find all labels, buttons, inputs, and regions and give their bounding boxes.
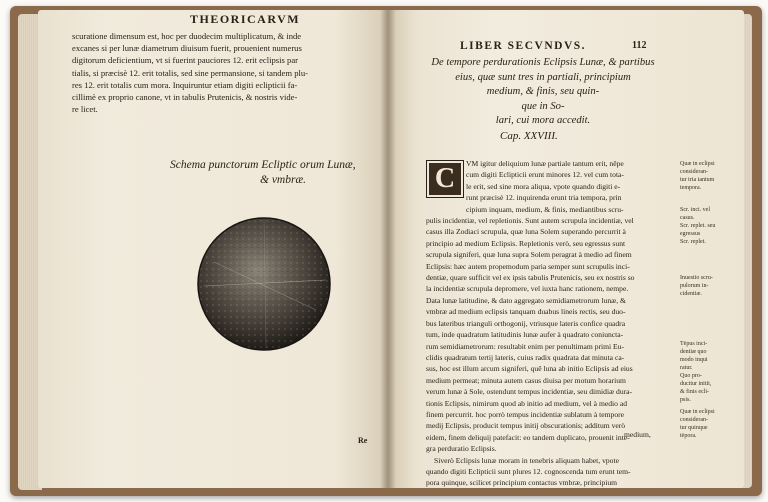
text-line: re licet. <box>72 104 98 115</box>
text-line: gra perduratio Eclipsis. <box>426 444 497 454</box>
text-line: tialis, si præcisè 12. erit totalis, sed sine permansione, si tandem plu- <box>72 67 309 78</box>
chapter-title <box>408 56 678 129</box>
caption-line: & vmbræ. <box>260 174 306 186</box>
text-line: Siverò Eclipsis lunæ moram in tenebris aliquam habet, vpote <box>434 455 619 465</box>
chapter-label: Cap. XXVIII. <box>500 130 558 142</box>
margin-note-line: tur quinque <box>680 425 708 431</box>
text-line: tum, inde quadratum latitudinis lunæ aufer à quadrato coniuncta- <box>426 330 624 340</box>
decorated-initial: C <box>426 160 464 198</box>
text-line: tionis Eclipsis, nimirum quod ab initio ad medium, vel à medio ad <box>426 398 627 408</box>
page-number: 112 <box>632 40 647 51</box>
right-running-head: LIBER SECVNDVS. <box>460 40 587 52</box>
text-line: sus, hoc est illum arcum signiferi, quē luna ab initio Eclipsis ad eius <box>426 364 633 374</box>
margin-note-line: cidentiæ. <box>680 291 702 297</box>
text-line: cum digiti Eclipticii erunt minores 12. vel cum tota- <box>466 170 624 180</box>
margin-note <box>680 206 736 246</box>
margin-note-line: consideran- <box>680 169 708 175</box>
right-catchword: medium, <box>624 430 651 439</box>
margin-note-line: Quo pro- <box>680 373 702 379</box>
text-line: Data lunæ latitudine, & dato aggregato semidiametrorum lunæ, & <box>426 295 626 305</box>
margin-note-line: pulorum in- <box>680 283 709 289</box>
text-line: rum semidiametrorum: resultabit enim per penultimam primi Eu- <box>426 341 625 351</box>
caption-line: Schema punctorum Ecliptic orum Lunæ, <box>170 159 356 171</box>
margin-note-line: Inuestio scru- <box>680 275 713 281</box>
margin-note-line: consideran- <box>680 417 708 423</box>
margin-note-line: casus. <box>680 215 695 221</box>
text-line: res 12. erit totalis cum mora. Inquiruntur etiam digiti eclipticii fa- <box>72 79 298 90</box>
text-line: verum lunæ à Sole, ostendunt tempus incidentiæ, seu dimidiæ dura- <box>426 387 633 397</box>
chapter-title-line: que in So- <box>521 100 565 112</box>
margin-note-line: Scr. replet. <box>680 239 706 245</box>
chapter-title-line: lari, cui mora accedit. <box>495 115 591 127</box>
text-line: pulis incidentiæ, vel repletionis. Sunt autem scrupula incidentiæ, vel <box>426 216 634 226</box>
text-line: principio ad medium Eclipsis. Repletionis verò, seu egressus sunt <box>426 238 626 248</box>
margin-note-line: tempora. <box>680 185 702 191</box>
text-line: medium permeat; minuta autem casus diuisa per motum horarium <box>426 375 626 385</box>
margin-note-line: & finis ecli- <box>680 389 709 395</box>
margin-note <box>680 274 736 298</box>
margin-note <box>680 160 736 192</box>
text-line: vmbræ ad medium eclipsis tanquam duabus lineis rectis, seu duo- <box>426 307 626 317</box>
text-line: dentiæ, quare sufficit vel ex ipsis tabulis Prutenicis, seu ex nostris so <box>426 273 635 283</box>
book-gutter <box>380 10 396 488</box>
text-line: le erit, sed sine mora aliqua, vpote quando digiti e- <box>466 181 621 191</box>
text-line: finem percurrit. hoc porrò tempus incidentiæ sublatum à tempore <box>426 409 625 419</box>
margin-note-line: Scr. replet. seu <box>680 223 716 229</box>
chapter-title-line: medium, & finis, seu quin- <box>486 86 600 98</box>
margin-note-line: Quæ in eclipsi <box>680 161 715 167</box>
right-body-text <box>426 158 688 489</box>
text-line: clidis quadratum tertij lateris, cuius radix quadrata dat minuta ca- <box>426 352 625 362</box>
margin-note-line: tur tria tantum <box>680 177 715 183</box>
left-page <box>38 10 388 488</box>
text-line: bus lateribus trianguli orthogonij, vtriusque lateris confice quadra <box>426 318 626 328</box>
margin-note-line: ratur. <box>680 365 693 371</box>
right-page <box>388 10 744 488</box>
margin-note-line: Quæ in eclipsi <box>680 409 715 415</box>
text-line: VM igitur deliquium lunæ partiale tantum erit, nēpe <box>466 159 624 168</box>
left-body-text <box>72 30 372 115</box>
text-line: casus illa Zodiaci scrupula, quæ luna Solem superando percurrit à <box>426 227 626 237</box>
text-line: runt præcisè 12. inquirenda erunt tria tempora, prin <box>466 193 622 203</box>
eclipse-diagram-figure <box>194 214 334 354</box>
margin-note <box>680 408 736 440</box>
margin-note <box>680 340 736 404</box>
margin-note-line: psis. <box>680 397 691 403</box>
text-line: Eclipsis: hæc autem propemodum paria semper sunt scrupulis inci- <box>426 261 630 271</box>
text-line: scuratione dimensum est, hoc per duodecim multiplicatum, & inde <box>72 31 302 41</box>
margin-note-line: egressus <box>680 231 701 237</box>
text-line: quando digiti Eclipticii sunt plures 12. cognoscenda tum erunt tem- <box>426 466 631 476</box>
text-line: digitorum deficientium, vt si fuerint pauciores 12. erit eclipsis par <box>72 55 299 66</box>
text-line: la incidentiæ scrupula depromere, vel iuxta hanc rationem, nempe. <box>426 284 629 294</box>
margin-note-line: dentiæ quo <box>680 349 707 355</box>
chapter-title-line: eius, quæ sunt tres in partiali, principium <box>455 71 631 83</box>
text-line: excanes si per lunæ diametrum diuisum fuerit, prouenient numerus <box>72 43 302 54</box>
margin-note-line: Tēpus inci- <box>680 341 708 347</box>
text-line: eidem, finem deliquij patefacit: eo tandem duplicato, prouenit inte- <box>426 432 630 442</box>
margin-note-line: ducitur initii, <box>680 381 712 387</box>
margin-note-line: Scr. inci. vel <box>680 207 710 213</box>
margin-note-line: modo inqui <box>680 357 708 363</box>
chapter-title-line: De tempore perdurationis Eclipsis Lunæ, & partibus <box>431 57 655 68</box>
text-line: scrupula signiferi, quæ luna supra Solem peragrat à medio ad finem <box>426 250 632 260</box>
text-line: cipium inquam, medium, & finis, mediantibus scru- <box>466 204 624 214</box>
margin-note-line: tēpora. <box>680 433 697 439</box>
text-line: cillimè ex proprio canone, vt in tabulis Prutenicis, & nostris vide- <box>72 92 298 103</box>
left-catchword: Re <box>358 436 368 445</box>
diagram-caption <box>170 158 370 188</box>
left-running-head: THEORICARVM <box>190 12 301 26</box>
text-line: medij Eclipsis, producit tempus initij obscurationis; additum verò <box>426 421 626 431</box>
text-line: pora quinque, scilicet principium contactus vmbræ, principium <box>426 478 618 488</box>
